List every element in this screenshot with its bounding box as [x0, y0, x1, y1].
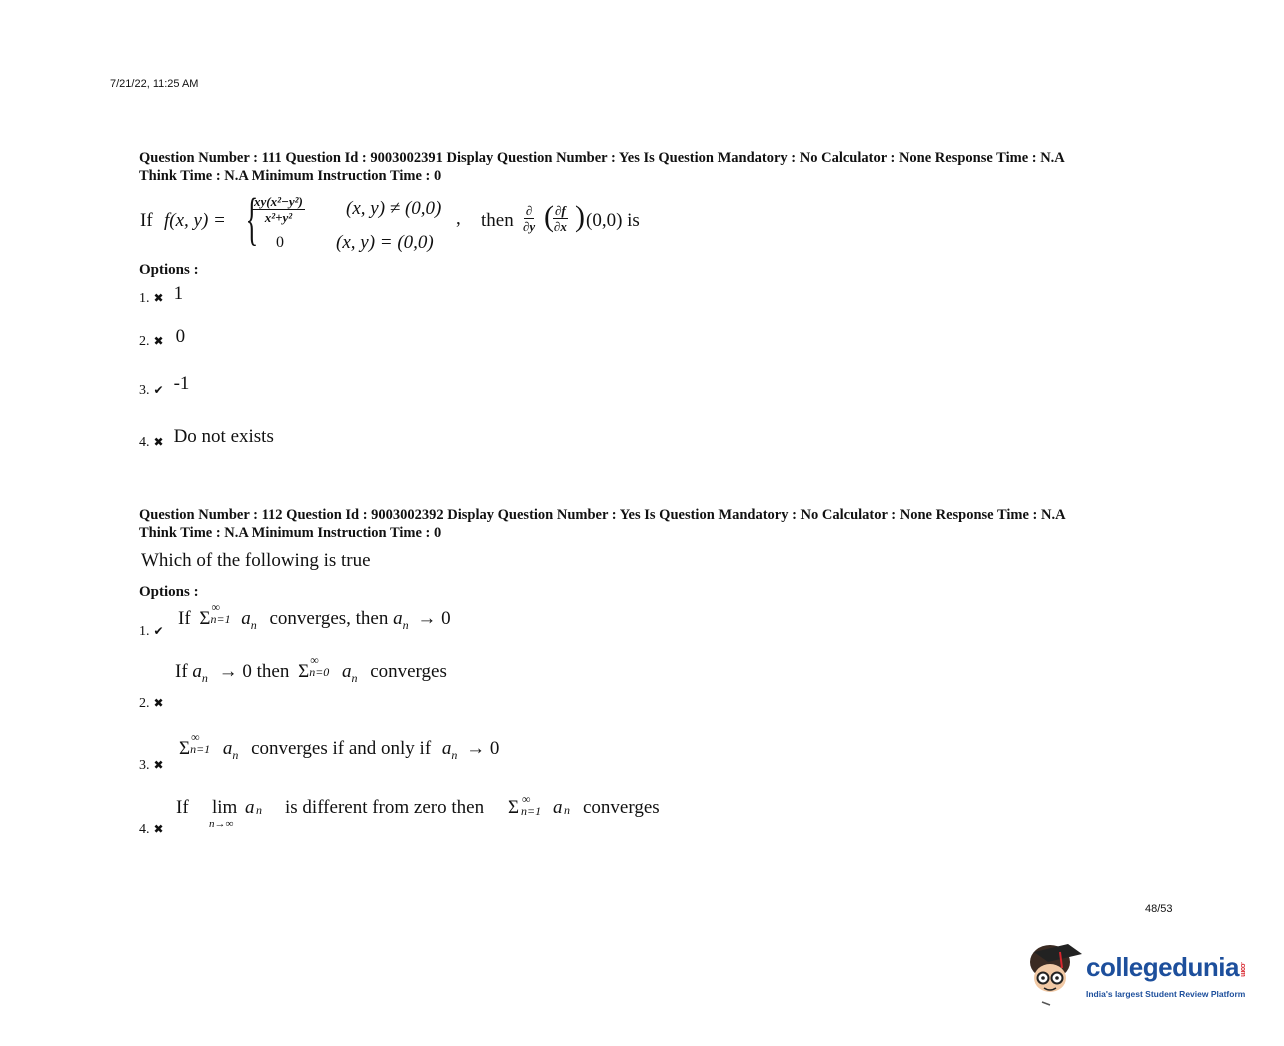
partial-y: ∂ ∂y [523, 203, 536, 234]
collegedunia-logo: collegedunia.com India's largest Student Review Platform [1024, 938, 1254, 1008]
option-2: 2. ✖ [139, 696, 164, 711]
question-stem: If f(x, y) = { $\frac{\text{xy(x²−y²)}}{\text{x²+y²}}$ (x, y) ≠ (0,0) 0 (x, y) = (0,0) , then ∂ ∂y ( $\frac{\partial f}{\partial x}$ ) (0,0) is [140, 186, 640, 253]
option-1-text: If Σ ∞ n=1 $a_n$ converges, then $a_n \to 0$ [178, 600, 451, 632]
cross-icon: ✖ [153, 334, 164, 348]
option-2-text: If $a_n \to 0$ then Σ ∞ n=0 $a_n$ converges [175, 653, 447, 685]
piece1-fraction: $\frac{\text{xy(x²−y²)}}{\text{x²+y²}}$ [254, 194, 303, 225]
cross-icon: ✖ [153, 822, 164, 836]
option-1: 1. ✔ [139, 624, 164, 639]
check-icon: ✔ [153, 624, 164, 638]
options-label: Options : [139, 262, 199, 278]
cross-icon: ✖ [153, 696, 164, 710]
mascot-icon [1024, 938, 1086, 1008]
page-number: 48/53 [1145, 903, 1173, 915]
question-stem: Which of the following is true [141, 550, 371, 571]
cross-icon: ✖ [153, 435, 164, 449]
options-label: Options : [139, 584, 199, 600]
cross-icon: ✖ [153, 758, 164, 772]
option-4-text: If lim n→∞ a n is different from zero then Σ ∞ n=1 a n converges [176, 792, 660, 830]
cross-icon: ✖ [153, 291, 164, 305]
option-4: 4. ✖ [139, 822, 164, 837]
print-timestamp: 7/21/22, 11:25 AM [110, 78, 199, 90]
option-3: 3. ✖ [139, 758, 164, 773]
partial-x: $\frac{\partial f}{\partial x}$ [553, 203, 567, 234]
option-4: 4. ✖ Do not exists [139, 426, 274, 450]
question-meta: Question Number : 111 Question Id : 9003002391 Display Question Number : Yes Is Question Mandatory : No Calculator : None Response Time : N.A Think Time : N.A Minimum Instruction Time : 0 [139, 150, 1065, 184]
option-1: 1. ✖ 1 [139, 283, 184, 306]
option-2: 2. ✖ 0 [139, 326, 186, 349]
piecewise-brace: { [245, 186, 259, 251]
check-icon: ✔ [153, 383, 164, 397]
logo-tagline: India's largest Student Review Platform [1086, 989, 1246, 999]
option-3: 3. ✔ -1 [139, 373, 190, 398]
question-meta: Question Number : 112 Question Id : 9003002392 Display Question Number : Yes Is Question Mandatory : No Calculator : None Response Time : N.A Think Time : N.A Minimum Instruction Time : 0 [139, 507, 1066, 541]
option-3-text: Σ ∞ n=1 $a_n$ converges if and only if $a_n \to 0$ [179, 730, 500, 762]
